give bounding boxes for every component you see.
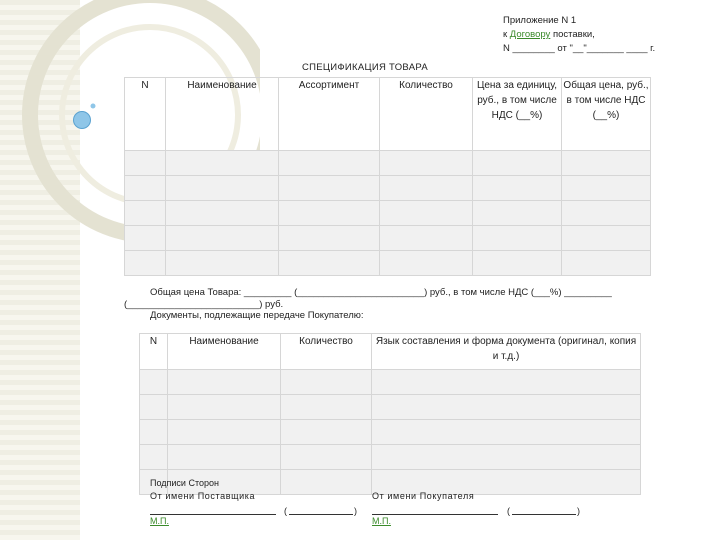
buyer-paren-close: ) (577, 506, 580, 516)
col-header-unit-price: Цена за единицу, руб., в том числе НДС (__%) (473, 78, 562, 151)
cell[interactable] (166, 176, 279, 201)
spec-title: СПЕЦИФИКАЦИЯ ТОВАРА (302, 62, 429, 73)
cell[interactable] (140, 370, 168, 395)
cell[interactable] (372, 445, 641, 470)
cell[interactable] (140, 445, 168, 470)
cell[interactable] (166, 201, 279, 226)
col-header-name: Наименование (166, 78, 279, 151)
cell[interactable] (125, 251, 166, 276)
cell[interactable] (168, 395, 281, 420)
docs-col-header-name: Наименование (168, 334, 281, 370)
cell[interactable] (166, 151, 279, 176)
supplier-paren-close: ) (354, 506, 357, 516)
cell[interactable] (562, 151, 651, 176)
col-header-quantity: Количество (380, 78, 473, 151)
cell[interactable] (166, 251, 279, 276)
supplier-label: От имени Поставщика (150, 491, 256, 501)
supplier-stamp: М.П. (150, 516, 169, 526)
cell[interactable] (125, 151, 166, 176)
cell[interactable] (562, 251, 651, 276)
buyer-stamp: М.П. (372, 516, 391, 526)
appendix-line3: N ________ от "__"_______ ____ г. (503, 43, 656, 54)
cell[interactable] (281, 445, 372, 470)
cell[interactable] (281, 395, 372, 420)
cell[interactable] (125, 176, 166, 201)
docs-col-header-quantity: Количество (281, 334, 372, 370)
appendix-line2-prefix: к (503, 29, 510, 40)
docs-header-row (140, 334, 641, 370)
cell[interactable] (140, 420, 168, 445)
docs-col-header-n: N (140, 334, 168, 370)
documents-table (139, 333, 641, 495)
col-header-total-price: Общая цена, руб., в том числе НДС (__%) (562, 78, 651, 151)
appendix-line1: Приложение N 1 (503, 15, 577, 26)
cell[interactable] (473, 176, 562, 201)
cell[interactable] (125, 201, 166, 226)
cell[interactable] (562, 226, 651, 251)
cell[interactable] (380, 226, 473, 251)
cell[interactable] (168, 370, 281, 395)
docs-row (140, 420, 641, 445)
cell[interactable] (380, 201, 473, 226)
left-decor-strip (0, 0, 80, 540)
supplier-paren-open: ( (284, 506, 287, 516)
cell[interactable] (168, 420, 281, 445)
cell[interactable] (473, 226, 562, 251)
cell[interactable] (166, 226, 279, 251)
cell[interactable] (125, 226, 166, 251)
cell[interactable] (279, 201, 380, 226)
goods-table (124, 77, 651, 276)
cell[interactable] (279, 226, 380, 251)
cell[interactable] (562, 201, 651, 226)
goods-row (125, 251, 651, 276)
docs-row (140, 445, 641, 470)
col-header-n: N (125, 78, 166, 151)
cell[interactable] (168, 445, 281, 470)
cell[interactable] (279, 251, 380, 276)
docs-col-header-language: Язык составления и форма документа (оригинал, копия и т.д.) (372, 334, 641, 370)
cell[interactable] (372, 420, 641, 445)
cell[interactable] (372, 370, 641, 395)
goods-row (125, 201, 651, 226)
cell[interactable] (281, 420, 372, 445)
goods-row (125, 151, 651, 176)
cell[interactable] (279, 151, 380, 176)
cell[interactable] (562, 176, 651, 201)
cell[interactable] (140, 395, 168, 420)
cell[interactable] (279, 176, 380, 201)
col-header-assortment: Ассортимент (279, 78, 380, 151)
buyer-label: От имени Покупателя (372, 491, 475, 501)
appendix-header (503, 14, 655, 56)
cell[interactable] (380, 151, 473, 176)
cell[interactable] (380, 176, 473, 201)
supplier-name-line (289, 514, 353, 515)
buyer-paren-open: ( (507, 506, 510, 516)
cell[interactable] (473, 151, 562, 176)
total-price-line: Общая цена Товара: _________ (________________________) руб., в том числе НДС (___%) _________ (150, 287, 612, 298)
cell[interactable] (281, 370, 372, 395)
goods-row (125, 176, 651, 201)
goods-header-row (125, 78, 651, 151)
contract-link[interactable]: Договору (509, 29, 551, 40)
appendix-line2 (503, 28, 655, 42)
cell[interactable] (372, 395, 641, 420)
total-price-line2: (_________________________) руб. (124, 299, 284, 310)
cell[interactable] (473, 201, 562, 226)
documents-caption: Документы, подлежащие передаче Покупателю: (150, 310, 364, 321)
buyer-name-line (512, 514, 576, 515)
cell[interactable] (380, 251, 473, 276)
docs-row (140, 395, 641, 420)
cell[interactable] (473, 251, 562, 276)
appendix-line2-suffix: поставки, (550, 29, 595, 40)
docs-row (140, 370, 641, 395)
goods-row (125, 226, 651, 251)
cell[interactable] (281, 470, 372, 495)
signatures-title: Подписи Сторон (150, 478, 219, 488)
